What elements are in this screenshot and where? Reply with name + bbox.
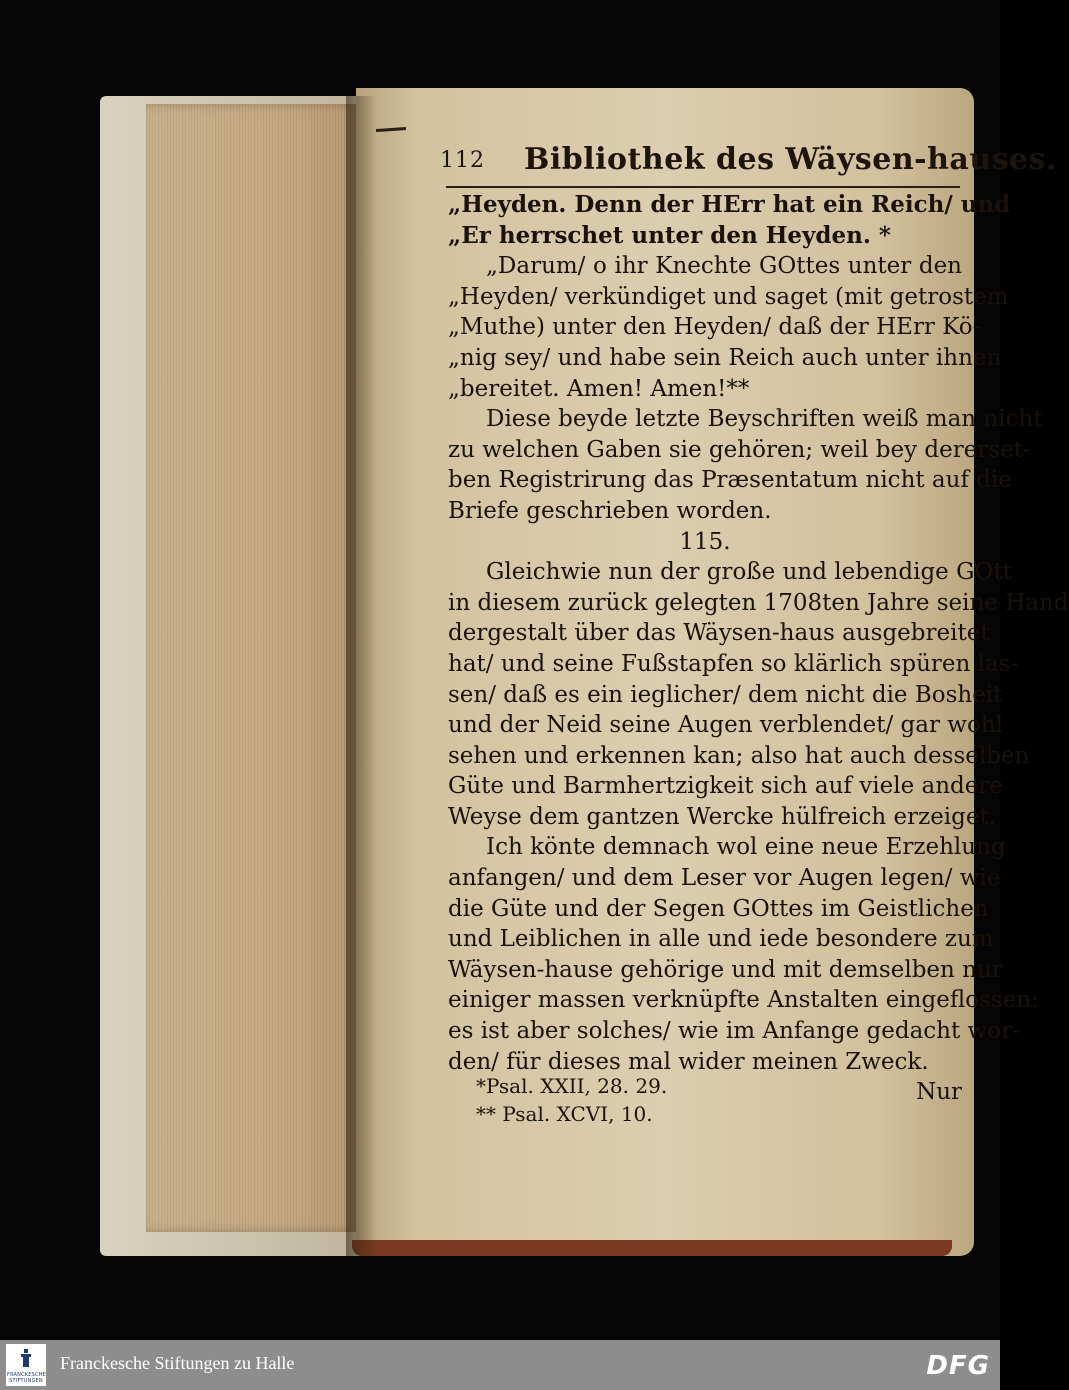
text-line: Ich könte demnach wol eine neue Erzehlung — [486, 834, 1006, 861]
text-line: anfangen/ und dem Leser vor Augen legen/ wie — [448, 865, 1001, 892]
text-line: „Muthe) unter den Heyden/ daß der HErr Kö- — [448, 314, 981, 341]
text-line: „Heyden. Denn der HErr hat ein Reich/ und — [448, 191, 1011, 218]
page-header — [440, 142, 1057, 182]
institution-name[interactable]: Franckesche Stiftungen zu Halle — [60, 1353, 295, 1373]
body-text — [448, 190, 1069, 1108]
footnote: ** Psal. XCVI, 10. — [476, 1102, 653, 1126]
text-line: in diesem zurück gelegten 1708ten Jahre seine Hand — [448, 589, 1069, 616]
text-line: „bereitet. Amen! Amen!** — [448, 375, 750, 402]
text-line: zu welchen Gaben sie gehören; weil bey dererset- — [448, 436, 1031, 463]
footnotes — [476, 1072, 776, 1128]
text-line: hat/ und seine Fußstapfen so klärlich spüren las- — [448, 650, 1019, 677]
logo-text: FRANCKESCHE STIFTUNGEN — [7, 1372, 47, 1384]
text-line: „Er herrschet unter den Heyden. * — [448, 221, 891, 249]
text-line: Weyse dem gantzen Wercke hülfreich erzeiget. — [448, 803, 997, 830]
text-line: 115. — [679, 528, 731, 555]
text-line: und der Neid seine Augen verblendet/ gar wohl — [448, 712, 1003, 739]
institution-logo[interactable] — [6, 1344, 46, 1386]
dfg-logo[interactable]: DFG — [926, 1351, 990, 1381]
text-line: den/ für dieses mal wider meinen Zweck. — [448, 1048, 929, 1075]
text-line: einiger massen verknüpfte Anstalten eingeflossen: — [448, 987, 1039, 1014]
text-line: Wäysen-hause gehörige und mit demselben nur — [448, 956, 1003, 983]
spine-shadow — [346, 96, 376, 1256]
footnote: *Psal. XXII, 28. 29. — [476, 1074, 668, 1098]
text-line: es ist aber solches/ wie im Anfange gedacht wor- — [448, 1018, 1020, 1045]
text-line: Güte und Barmhertzigkeit sich auf viele andere — [448, 773, 1003, 800]
text-line: Briefe geschrieben worden. — [448, 497, 772, 524]
text-line: Nur — [916, 1079, 962, 1106]
text-line: „nig sey/ und habe sein Reich auch unter ihnen — [448, 344, 1002, 371]
text-line: sen/ daß es ein ieglicher/ dem nicht die Bosheit — [448, 681, 1003, 708]
running-head: Bibliothek des Wäysen-hauses. — [524, 142, 1057, 177]
text-line: die Güte und der Segen GOttes im Geistlichen — [448, 895, 989, 922]
text-line: „Heyden/ verkündiget und saget (mit getrostem — [448, 283, 1009, 310]
text-line: Diese beyde letzte Beyschriften weiß man nicht — [486, 406, 1043, 433]
page-number: 112 — [440, 148, 485, 173]
text-line: „Darum/ o ihr Knechte GOttes unter den — [486, 253, 962, 280]
orphanage-emblem-icon — [20, 1349, 32, 1367]
page-edges — [146, 104, 356, 1232]
text-line: und Leiblichen in alle und iede besondere zum — [448, 926, 994, 953]
footer-bar — [0, 1340, 1000, 1390]
book-bottom-edge — [352, 1240, 952, 1256]
text-line: Gleichwie nun der große und lebendige GOtt — [486, 559, 1012, 586]
text-line: dergestalt über das Wäysen-haus ausgebreitet — [448, 620, 990, 647]
text-line: ben Registrirung das Præsentatum nicht auf die — [448, 467, 1012, 494]
text-line: sehen und erkennen kan; also hat auch desselben — [448, 742, 1030, 769]
header-rule — [446, 186, 960, 188]
